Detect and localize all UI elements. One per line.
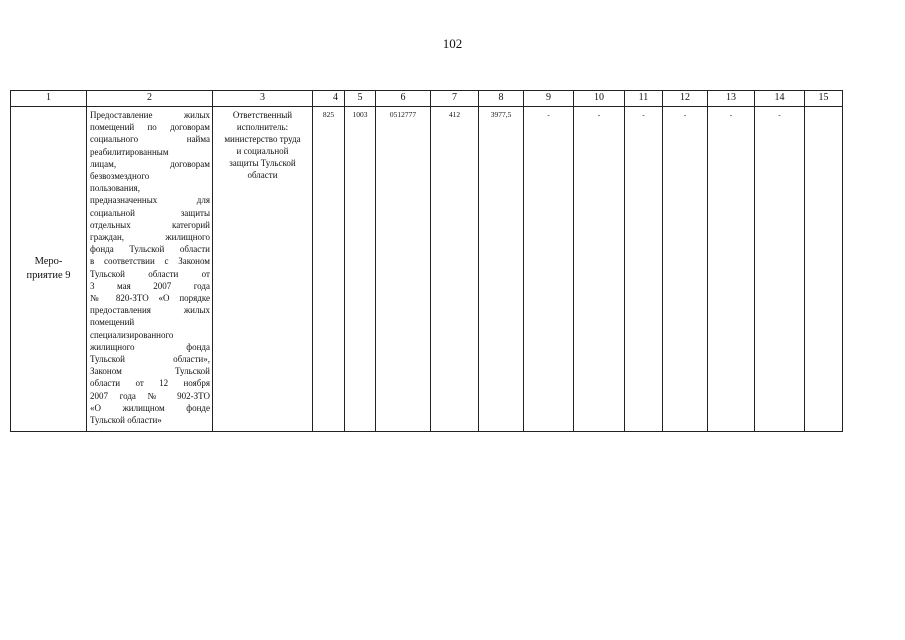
description-line: Тульской области» (90, 415, 162, 426)
description-line: фонда Тульской области (90, 244, 210, 255)
description-line: лицам, договорам (90, 158, 210, 169)
description-line: 3 мая 2007 года (90, 280, 210, 291)
table-header-row (11, 91, 843, 107)
executor-line: и социальной (236, 146, 289, 156)
description-line: социального найма (90, 134, 210, 145)
header-cell-3: 3 (213, 91, 313, 107)
header-cell-4: 4 (313, 91, 345, 107)
cell-col-6: 0512777 (376, 107, 431, 432)
description-line: Тульской области от (90, 268, 210, 279)
description-line: специализированного (90, 329, 174, 340)
table-row (11, 107, 843, 432)
event-label-line-1: Меро- (34, 256, 63, 267)
description-line: помещений (90, 317, 135, 328)
description-line: Предоставление жилых (90, 110, 210, 120)
executor-cell (213, 107, 313, 432)
description-cell (87, 107, 213, 432)
header-cell-1: 1 (11, 91, 87, 107)
executor-line: защиты Тульской (229, 158, 296, 168)
description-line: Тульской области», (90, 354, 210, 365)
cell-col-8: 3977,5 (479, 107, 524, 432)
executor-line: министерство труда (224, 134, 301, 144)
header-cell-13: 13 (708, 91, 755, 107)
description-line: Законом Тульской (90, 366, 210, 377)
program-table (10, 90, 843, 432)
cell-col-11: - (625, 107, 663, 432)
header-cell-8: 8 (479, 91, 524, 107)
executor-line: области (247, 170, 278, 180)
description-line: «О жилищном фонде (90, 402, 210, 413)
cell-col-4: 825 (313, 107, 345, 432)
header-cell-2: 2 (87, 91, 213, 107)
cell-col-14: - (755, 107, 805, 432)
header-cell-7: 7 (431, 91, 479, 107)
description-line: социальной защиты (90, 207, 210, 218)
cell-col-13: - (708, 107, 755, 432)
page-number: 102 (442, 36, 463, 51)
header-cell-9: 9 (524, 91, 574, 107)
executor-line: Ответственный (232, 110, 293, 120)
header-cell-11: 11 (625, 91, 663, 107)
header-cell-10: 10 (574, 91, 625, 107)
description-line: отдельных категорий (90, 219, 210, 230)
description-line: области от 12 ноября (90, 378, 210, 389)
cell-col-7: 412 (431, 107, 479, 432)
header-cell-5: 5 (345, 91, 376, 107)
header-cell-14: 14 (755, 91, 805, 107)
cell-col-9: - (524, 107, 574, 432)
header-cell-12: 12 (663, 91, 708, 107)
description-line: в соответствии с Законом (90, 256, 210, 267)
description-line: безвозмездного (90, 171, 150, 182)
description-line: пользования, (90, 183, 140, 194)
description-line: граждан, жилищного (90, 232, 210, 243)
cell-col-5: 1003 (345, 107, 376, 432)
executor-line: исполнитель: (236, 122, 289, 132)
event-cell (11, 107, 87, 432)
description-line: реабилитированным (90, 146, 169, 157)
description-line: 2007 года № 902-ЗТО (90, 390, 210, 401)
event-label-line-2: приятие 9 (26, 270, 71, 281)
cell-col-15 (805, 107, 843, 432)
description-line: предназначенных для (90, 195, 210, 206)
header-cell-15: 15 (805, 91, 843, 107)
description-line: предоставления жилых (90, 305, 210, 316)
cell-col-10: - (574, 107, 625, 432)
description-line: помещений по договорам (90, 122, 210, 133)
description-line: жилищного фонда (90, 341, 210, 352)
header-cell-6: 6 (376, 91, 431, 107)
cell-col-12: - (663, 107, 708, 432)
description-line: № 820-ЗТО «О порядке (90, 293, 210, 304)
